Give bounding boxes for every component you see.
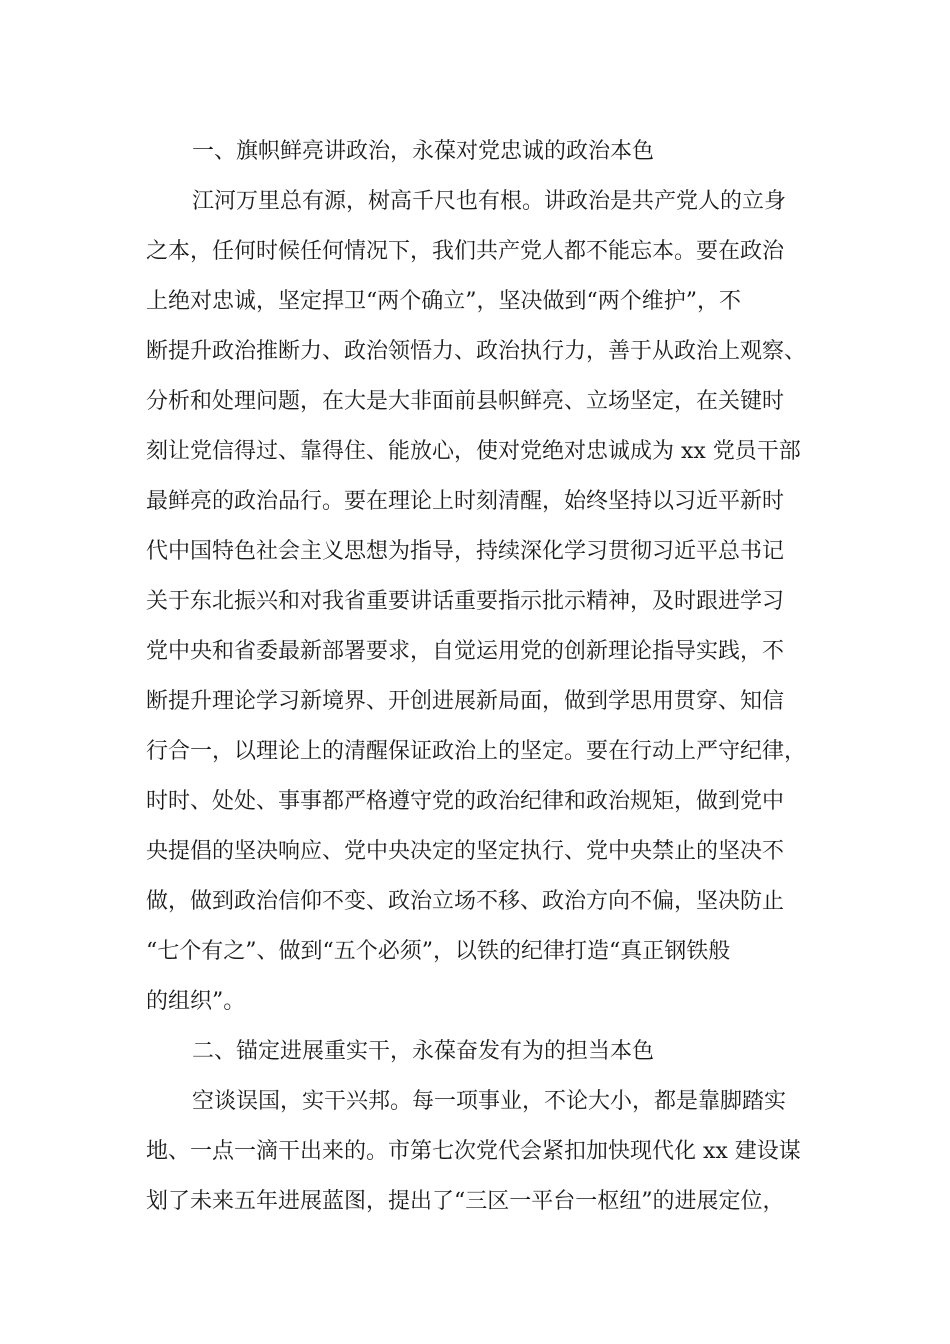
paragraph-line: 刻让党信得过、靠得住、能放心，使对党绝对忠诚成为 xx 党员干部 [146,439,801,464]
paragraph-line: 做，做到政治信仰不变、政治立场不移、政治方向不偏，坚决防止 [146,889,785,914]
section-1-heading: 一、旗帜鲜亮讲政治，永葆对党忠诚的政治本色 [192,139,655,164]
paragraph-line: 时时、处处、事事都严格遵守党的政治纪律和政治规矩，做到党中 [146,789,785,814]
paragraph-line: 行合一，以理论上的清醒保证政治上的坚定。要在行动上严守纪律， [146,739,807,764]
paragraph-line: 最鲜亮的政治品行。要在理论上时刻清醒，始终坚持以习近平新时 [146,489,785,514]
paragraph-line: 央提倡的坚决响应、党中央决定的坚定执行、党中央禁止的坚决不 [146,839,785,864]
paragraph-line: 的组织”。 [146,989,246,1014]
paragraph-line: 党中央和省委最新部署要求，自觉运用党的创新理论指导实践，不 [146,639,785,664]
paragraph-line: 地、一点一滴干出来的。市第七次党代会紧扣加快现代化 xx 建设谋 [146,1139,801,1164]
paragraph-line: 上绝对忠诚，坚定捍卫“两个确立”，坚决做到“两个维护”，不 [146,289,741,314]
paragraph-line: 江河万里总有源，树高千尺也有根。讲政治是共产党人的立身 [192,189,787,214]
paragraph-line: 断提升理论学习新境界、开创进展新局面，做到学思用贯穿、知信 [146,689,785,714]
paragraph-line: 关于东北振兴和对我省重要讲话重要指示批示精神，及时跟进学习 [146,589,785,614]
paragraph-line: 代中国特色社会主义思想为指导，持续深化学习贯彻习近平总书记 [146,539,785,564]
paragraph-line: 分析和处理问题，在大是大非面前县帜鲜亮、立场坚定，在关键时 [146,389,785,414]
paragraph-line: “七个有之”、做到“五个必须”，以铁的纪律打造“真正钢铁般 [146,939,731,964]
paragraph-line: 空谈误国，实干兴邦。每一项事业，不论大小，都是靠脚踏实 [192,1089,787,1114]
paragraph-line: 断提升政治推断力、政治领悟力、政治执行力，善于从政治上观察、 [146,339,807,364]
paragraph-line: 划了未来五年进展蓝图，提出了“三区一平台一枢纽”的进展定位， [146,1189,785,1214]
section-2-heading: 二、锚定进展重实干，永葆奋发有为的担当本色 [192,1039,655,1064]
paragraph-line: 之本，任何时候任何情况下，我们共产党人都不能忘本。要在政治 [146,239,785,264]
